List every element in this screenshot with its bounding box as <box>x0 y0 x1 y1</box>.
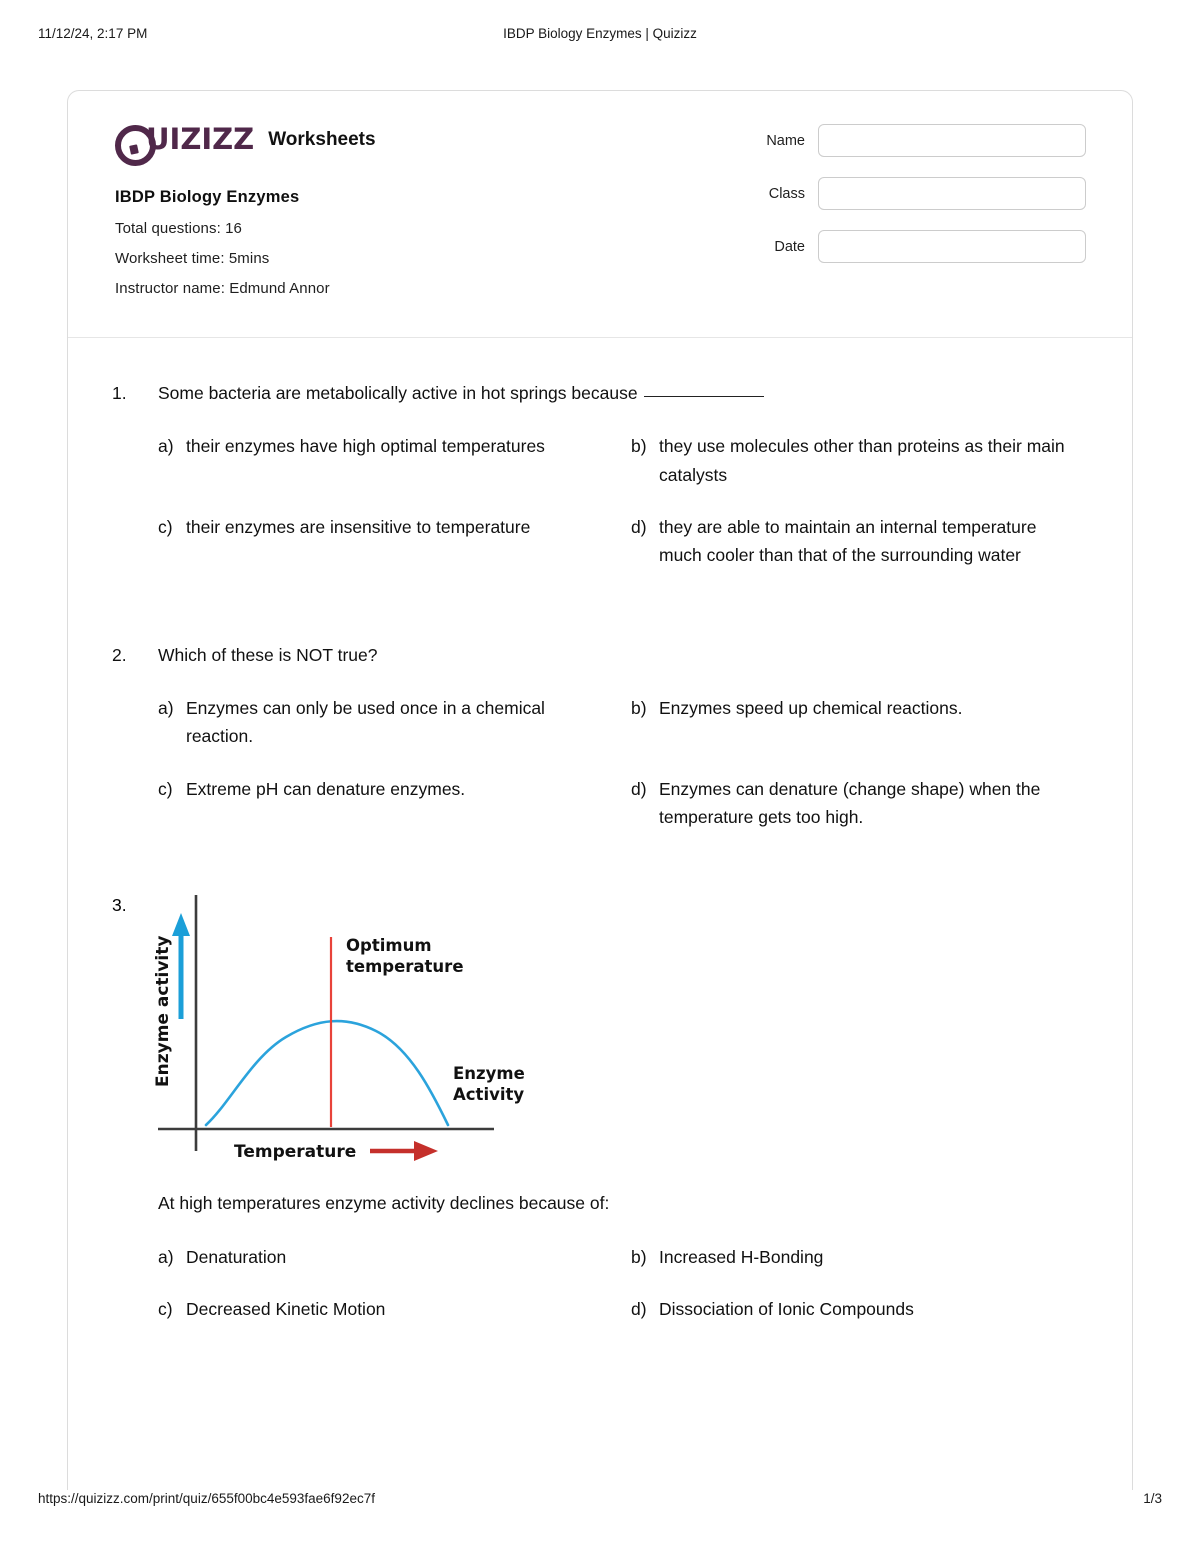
date-input[interactable] <box>818 230 1086 263</box>
question-3-option-d[interactable] <box>631 1295 1088 1323</box>
worksheet-card <box>67 90 1133 1490</box>
worksheet-header-left <box>115 123 376 297</box>
question-1-head <box>112 380 1088 406</box>
enzyme-activity-arrow-icon <box>172 913 190 1019</box>
instructor-name: Instructor name: Edmund Annor <box>115 280 330 297</box>
worksheet-body <box>68 338 1132 1393</box>
question-3-option-c[interactable] <box>158 1295 623 1323</box>
option-text: their enzymes have high optimal temperatures <box>186 436 545 457</box>
question-2-option-d[interactable] <box>631 775 1088 832</box>
x-axis-label: Temperature <box>234 1142 357 1162</box>
total-questions: Total questions: 16 <box>115 220 242 237</box>
question-3 <box>112 889 1088 1323</box>
optimum-temperature-label-line1: Optimum <box>346 936 432 956</box>
question-2-number: 2. <box>112 644 127 665</box>
print-timestamp: 11/12/24, 2:17 PM <box>38 26 148 41</box>
page-number: 1/3 <box>1143 1491 1162 1506</box>
enzyme-activity-curve <box>206 1021 448 1125</box>
option-key: d) <box>631 1298 647 1319</box>
worksheet-time: Worksheet time: 5mins <box>115 250 270 267</box>
option-key: a) <box>158 697 174 718</box>
question-1-option-a[interactable] <box>158 432 623 489</box>
date-label: Date <box>774 238 805 255</box>
option-key: b) <box>631 436 647 457</box>
option-key: a) <box>158 436 174 457</box>
spacer <box>112 580 1088 642</box>
question-2-text: Which of these is NOT true? <box>158 644 378 665</box>
question-1-number: 1. <box>112 383 127 403</box>
print-doc-title: IBDP Biology Enzymes | Quizizz <box>503 26 697 41</box>
option-text: they are able to maintain an internal temperature much cooler than that of the surrounding water <box>659 516 1037 566</box>
question-1-option-d[interactable] <box>631 513 1088 570</box>
name-label: Name <box>766 132 805 149</box>
enzyme-activity-curve-label-line1: Enzyme <box>453 1064 525 1084</box>
option-text: Denaturation <box>186 1246 287 1267</box>
question-3-text: At high temperatures enzyme activity declines because of: <box>158 1193 610 1214</box>
option-key: c) <box>158 516 173 537</box>
y-axis-label: Enzyme activity <box>153 935 173 1088</box>
quizizz-wordmark: UIZIZZ <box>146 122 255 156</box>
field-row-date <box>746 230 1086 263</box>
class-label: Class <box>768 185 805 202</box>
quizizz-logo <box>115 122 255 156</box>
question-2-options <box>158 694 1088 831</box>
option-key: c) <box>158 1298 173 1319</box>
option-key: b) <box>631 1246 647 1267</box>
temperature-arrow-icon <box>370 1141 438 1161</box>
print-header <box>0 26 1200 46</box>
question-2-head <box>112 642 1088 668</box>
option-text: Increased H-Bonding <box>659 1246 824 1267</box>
option-key: a) <box>158 1246 174 1267</box>
question-2 <box>112 642 1088 832</box>
question-3-figure <box>112 889 532 1164</box>
quizizz-q-icon <box>115 125 145 155</box>
question-1-options <box>158 432 1088 569</box>
enzyme-activity-curve-label-line2: Activity <box>453 1085 525 1105</box>
print-url: https://quizizz.com/print/quiz/655f00bc4e593fae6f92ec7f <box>38 1491 375 1506</box>
option-key: b) <box>631 697 647 718</box>
student-fields <box>746 124 1086 263</box>
field-row-class <box>746 177 1086 210</box>
option-text: they use molecules other than proteins as their main catalysts <box>659 436 1065 485</box>
product-label: Worksheets <box>268 129 376 150</box>
spacer <box>112 841 1088 889</box>
enzyme-activity-temperature-chart <box>148 889 532 1161</box>
worksheet-header <box>68 91 1132 338</box>
field-row-name <box>746 124 1086 157</box>
optimum-temperature-label-line2: temperature <box>346 957 464 977</box>
option-text: Enzymes speed up chemical reactions. <box>659 697 963 718</box>
question-2-option-b[interactable] <box>631 694 1088 751</box>
option-key: d) <box>631 778 647 799</box>
question-1-option-b[interactable] <box>631 432 1088 489</box>
class-input[interactable] <box>818 177 1086 210</box>
option-key: d) <box>631 516 647 537</box>
question-1-option-c[interactable] <box>158 513 623 570</box>
question-3-number: 3. <box>112 895 127 916</box>
brand-row <box>115 123 376 157</box>
question-1 <box>112 380 1088 570</box>
question-3-options <box>158 1243 1088 1324</box>
option-key: c) <box>158 778 173 799</box>
option-text: Decreased Kinetic Motion <box>186 1298 386 1319</box>
name-input[interactable] <box>818 124 1086 157</box>
question-3-option-b[interactable] <box>631 1243 1088 1271</box>
worksheet-title: IBDP Biology Enzymes <box>115 188 300 206</box>
option-text: their enzymes are insensitive to temperature <box>186 516 531 537</box>
question-2-option-c[interactable] <box>158 775 623 832</box>
option-text: Extreme pH can denature enzymes. <box>186 778 466 799</box>
option-text: Enzymes can denature (change shape) when the temperature gets too high. <box>659 778 1041 827</box>
question-2-option-a[interactable] <box>158 694 623 751</box>
question-1-text <box>158 380 1088 406</box>
question-1-prompt: Some bacteria are metabolically active in hot springs because <box>158 383 638 403</box>
option-text: Dissociation of Ionic Compounds <box>659 1298 914 1319</box>
answer-blank <box>644 385 764 397</box>
print-footer <box>0 1491 1200 1511</box>
question-3-option-a[interactable] <box>158 1243 623 1271</box>
option-text: Enzymes can only be used once in a chemical reaction. <box>186 697 545 747</box>
